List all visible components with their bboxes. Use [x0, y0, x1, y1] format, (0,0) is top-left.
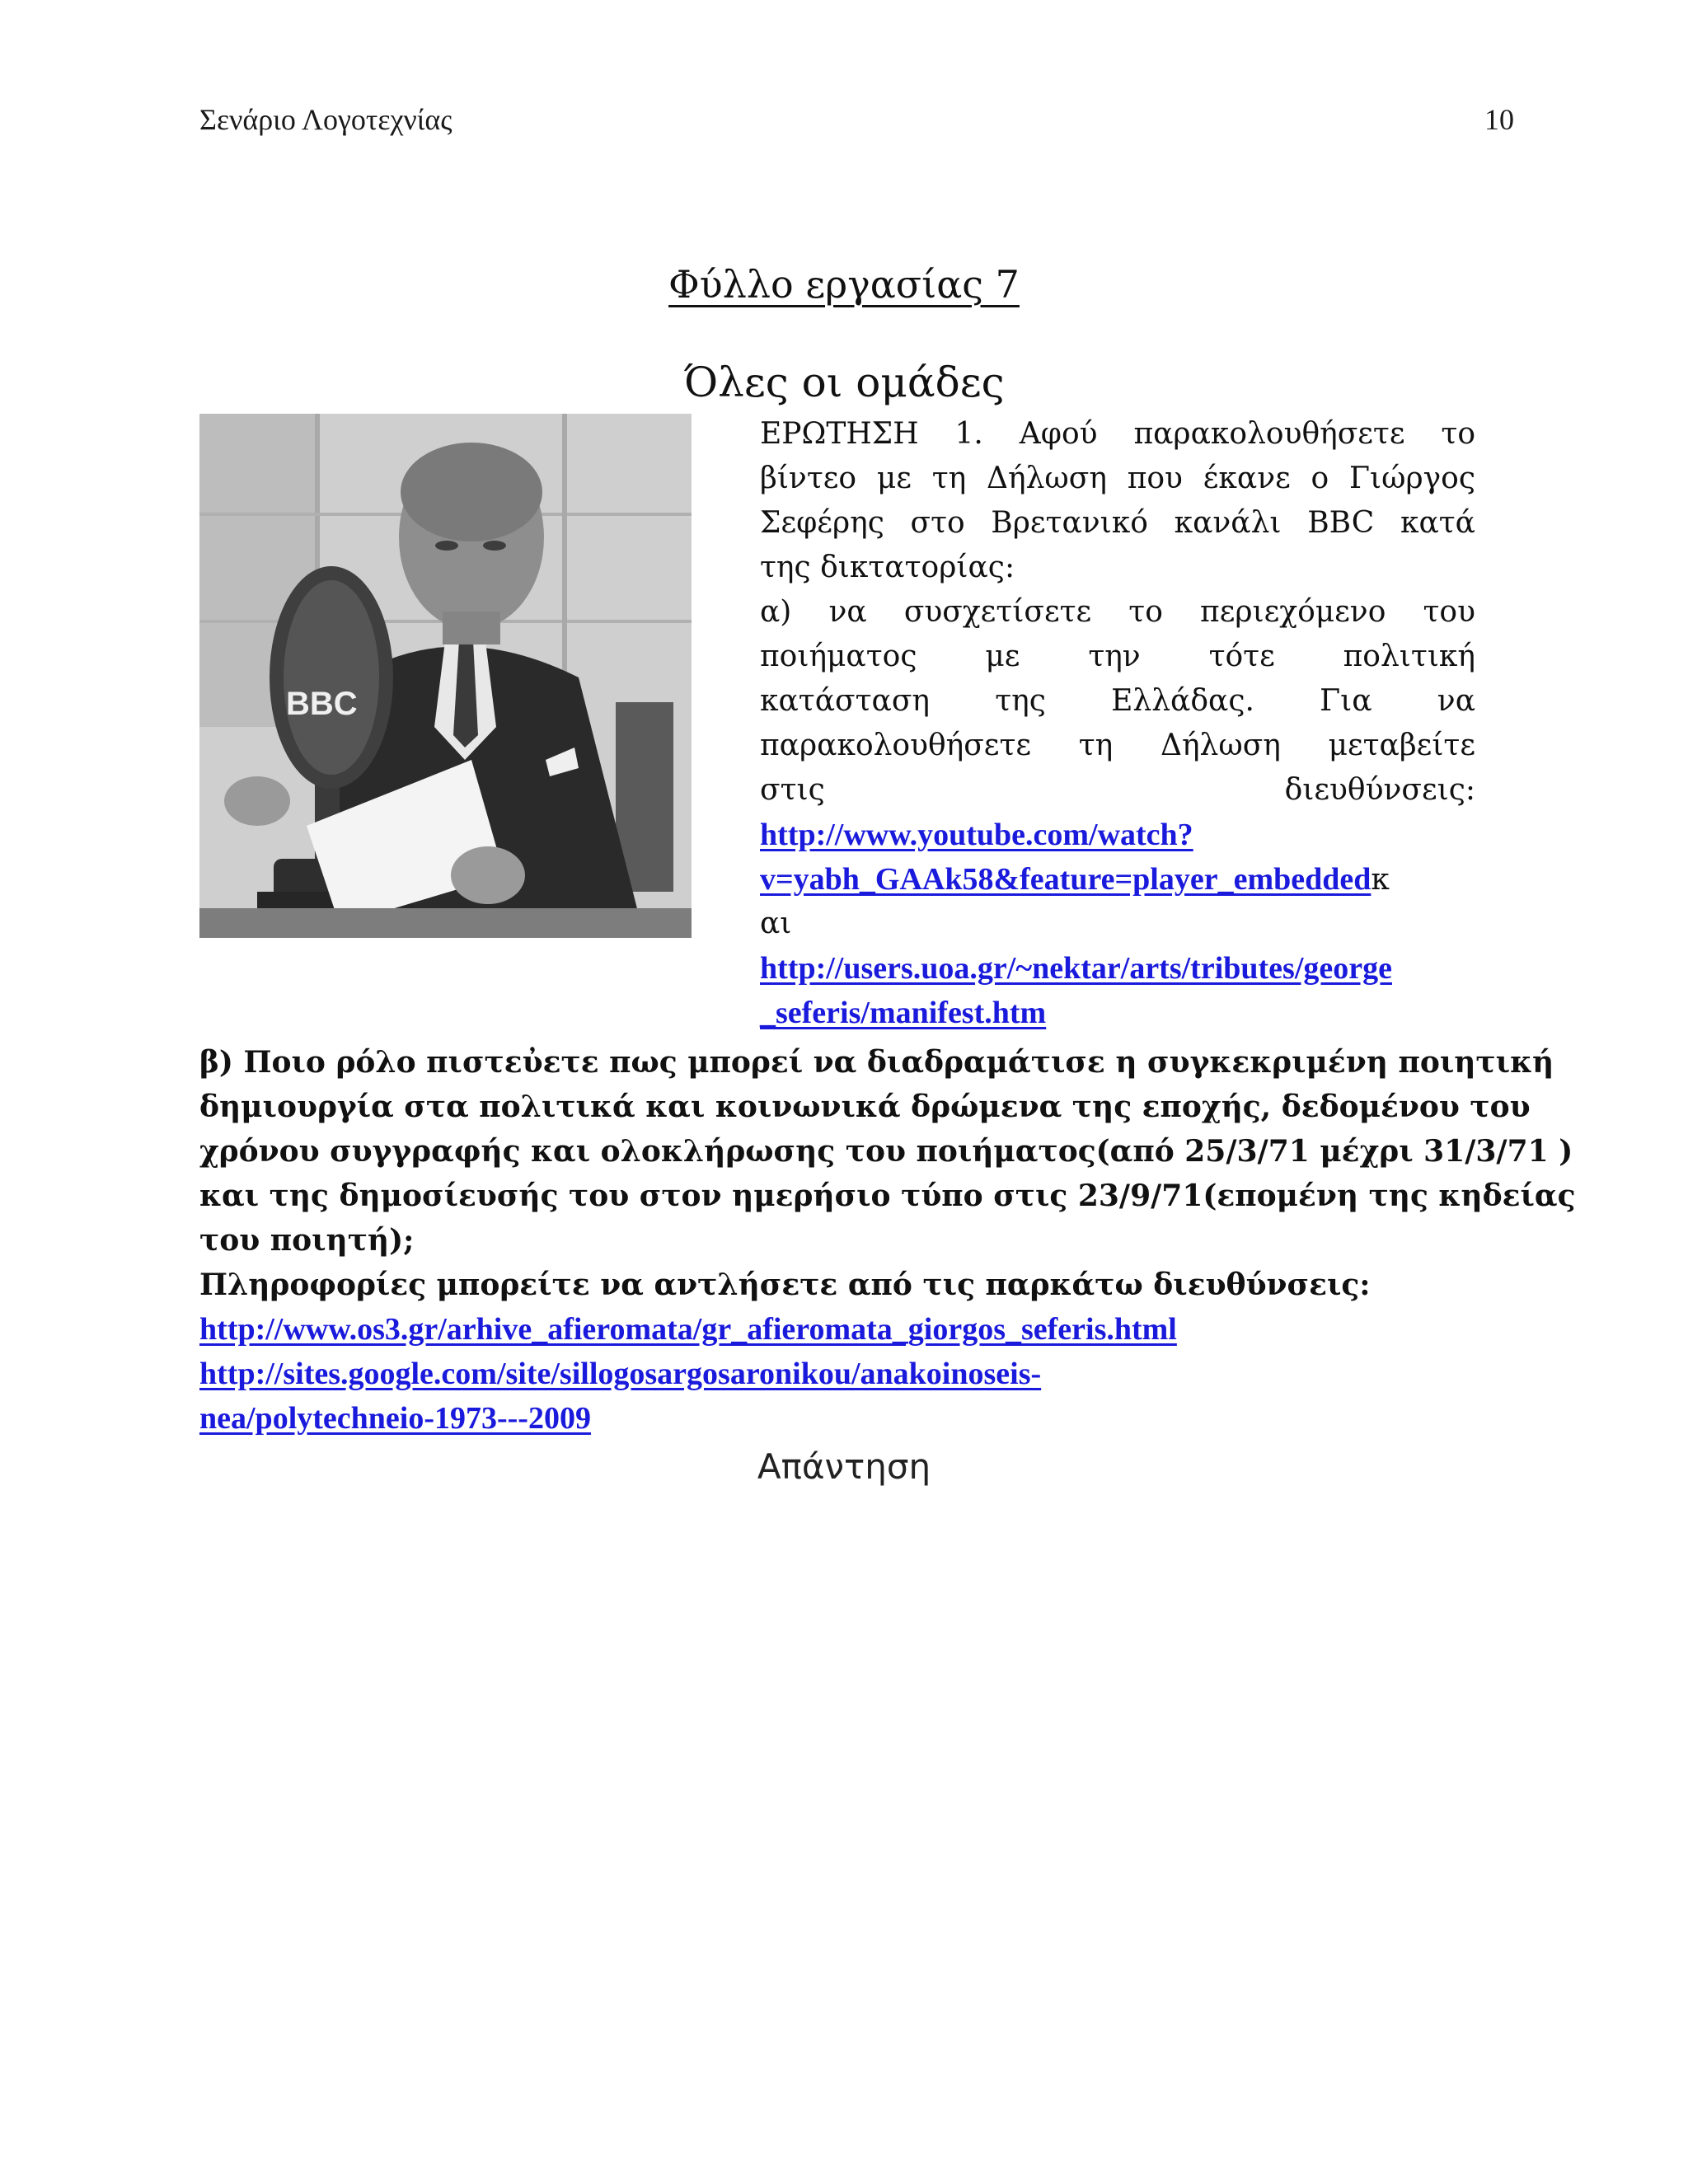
question-b-block	[199, 1040, 1576, 1441]
question-b-line: β) Ποιο ρόλο πιστεὐετε πως μπορεί να διαδραμάτισε η συγκεκριμένη ποιητική	[199, 1045, 1554, 1080]
mic-bbc-text: BBC	[286, 686, 358, 722]
connector-text: αι	[760, 907, 792, 940]
question-1-line: Σεφέρης στο Βρετανικό κανάλι BBC κατά	[760, 506, 1475, 540]
uoa-manifest-link[interactable]: http://users.uoa.gr/~nektar/arts/tributes/george	[760, 951, 1392, 986]
question-1-block	[760, 412, 1475, 1035]
worksheet-subtitle: Όλες οι ομάδες	[683, 359, 1005, 406]
youtube-link[interactable]: http://www.youtube.com/watch?	[760, 818, 1193, 852]
os3-link[interactable]: http://www.os3.gr/arhive_afieromata/gr_afieromata_giorgos_seferis.html	[199, 1312, 1177, 1347]
question-1-line: α) να συσχετίσετε το περιεχόμενο του	[760, 595, 1475, 629]
question-1-line: της δικτατορίας:	[760, 551, 1015, 584]
question-1-line: στις διευθύνσεις:	[760, 773, 1475, 807]
question-1-line: κατάσταση της Ελλάδας. Για να	[760, 684, 1475, 718]
youtube-link-continued[interactable]: v=yabh_GAAk58&feature=player_embedded	[760, 862, 1372, 897]
answer-label: Απάντηση	[757, 1446, 931, 1487]
info-line: Πληροφορίες μπορείτε να αντλήσετε από τις παρκάτω διευθύνσεις:	[199, 1268, 1371, 1302]
uoa-manifest-link-continued[interactable]: _seferis/manifest.htm	[760, 996, 1047, 1030]
google-sites-link-continued[interactable]: nea/polytechneio-1973---2009	[199, 1401, 591, 1436]
worksheet-title: Φύλλο εργασίας 7	[668, 262, 1020, 307]
question-1-line: βίντεο με τη Δήλωση που έκανε ο Γιώργος	[760, 462, 1475, 495]
question-1-line: ποιήματος με την τότε πολιτική	[760, 640, 1475, 673]
seferis-bbc-photo	[199, 414, 692, 938]
question-1-line: παρακολουθήσετε τη Δήλωση μεταβείτε	[760, 729, 1475, 762]
page-number: 10	[1484, 103, 1514, 136]
question-b-line: και της δημοσίευσής του στον ημερήσιο τύπο στις 23/9/71(επομένη της κηδείας	[199, 1179, 1576, 1213]
question-b-line: χρόνου συγγραφής και ολοκλήρωσης του ποιήματος(από 25/3/71 μέχρι 31/3/71 )	[199, 1134, 1573, 1169]
question-b-line: δημιουργία στα πολιτικά και κοινωνικά δρώμενα της εποχής, δεδομένου του	[199, 1090, 1531, 1124]
question-1-line: ΕΡΩΤΗΣΗ 1. Αφού παρακολουθήσετε το	[760, 417, 1475, 451]
google-sites-link[interactable]: http://sites.google.com/site/sillogosargosaronikou/anakoinoseis-	[199, 1357, 1042, 1391]
connector-text: κ	[1371, 863, 1390, 897]
question-b-line: του ποιητή);	[199, 1223, 415, 1258]
header-title: Σενάριο Λογοτεχνίας	[199, 103, 452, 136]
